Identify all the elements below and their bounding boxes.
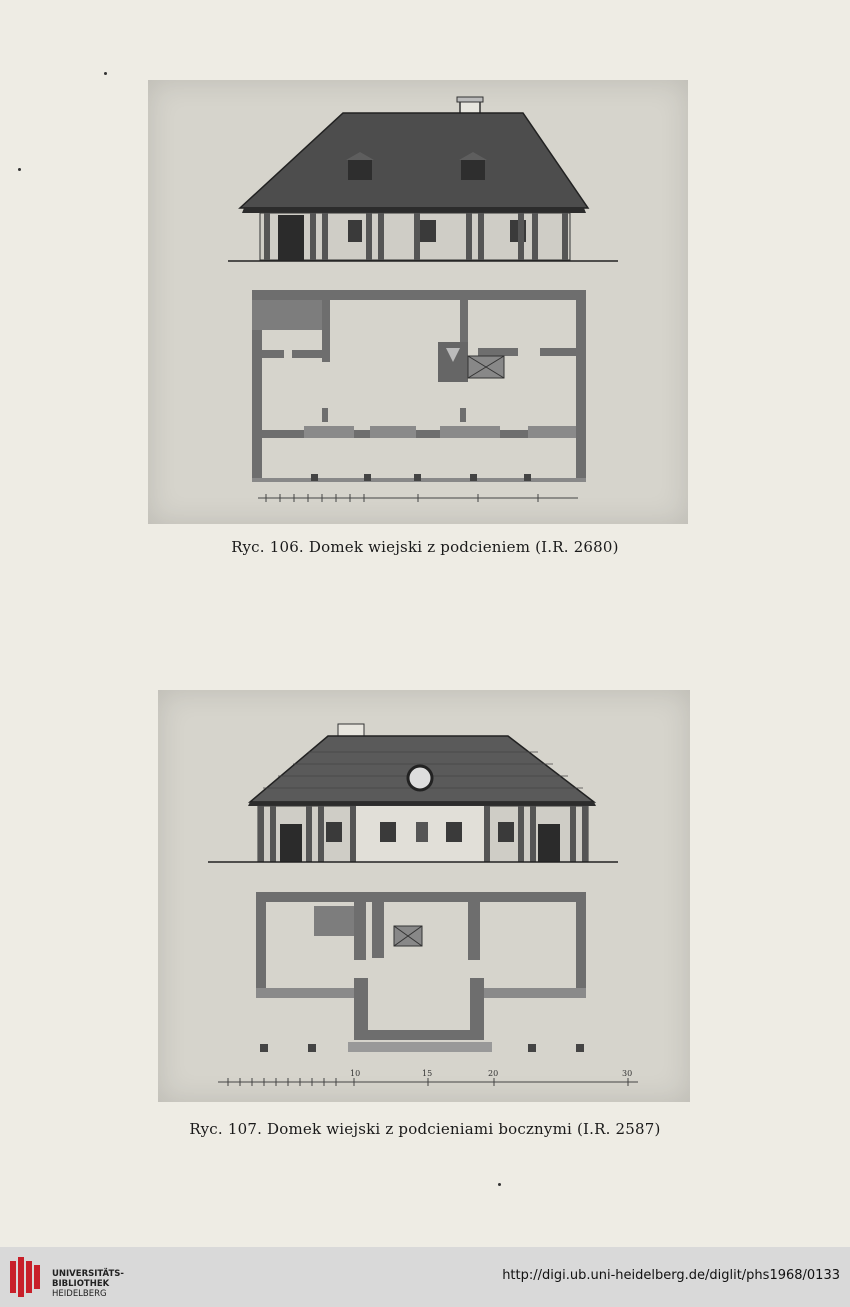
cottage-elevation-and-plan-drawing	[148, 80, 688, 524]
library-name	[52, 1269, 124, 1299]
scale-label: 30	[622, 1069, 633, 1078]
digitization-footer	[0, 1247, 850, 1307]
library-logo-icon	[8, 1255, 42, 1299]
library-name-line: HEIDELBERG	[52, 1289, 107, 1299]
figure-107-plate	[158, 690, 690, 1102]
cottage-side-porches-drawing	[158, 690, 690, 1102]
figure-106-plate	[148, 80, 688, 524]
page-speck	[18, 168, 21, 171]
figure-107-caption: Ryc. 107. Domek wiejski z podcieniami bocznymi (I.R. 2587)	[189, 1120, 661, 1138]
library-name-line: UNIVERSITÄTS-	[52, 1269, 124, 1279]
scale-label: 20	[488, 1069, 499, 1078]
source-url[interactable]: http://digi.ub.uni-heidelberg.de/diglit/phs1968/0133	[502, 1268, 840, 1283]
scale-label: 10	[350, 1069, 361, 1078]
page-speck	[498, 1183, 501, 1186]
library-logo[interactable]	[8, 1255, 128, 1299]
library-name-line: BIBLIOTHEK	[52, 1279, 110, 1289]
page-speck	[104, 72, 107, 75]
scale-label: 15	[422, 1069, 433, 1078]
figure-106-caption: Ryc. 106. Domek wiejski z podcieniem (I.R. 2680)	[231, 538, 619, 556]
